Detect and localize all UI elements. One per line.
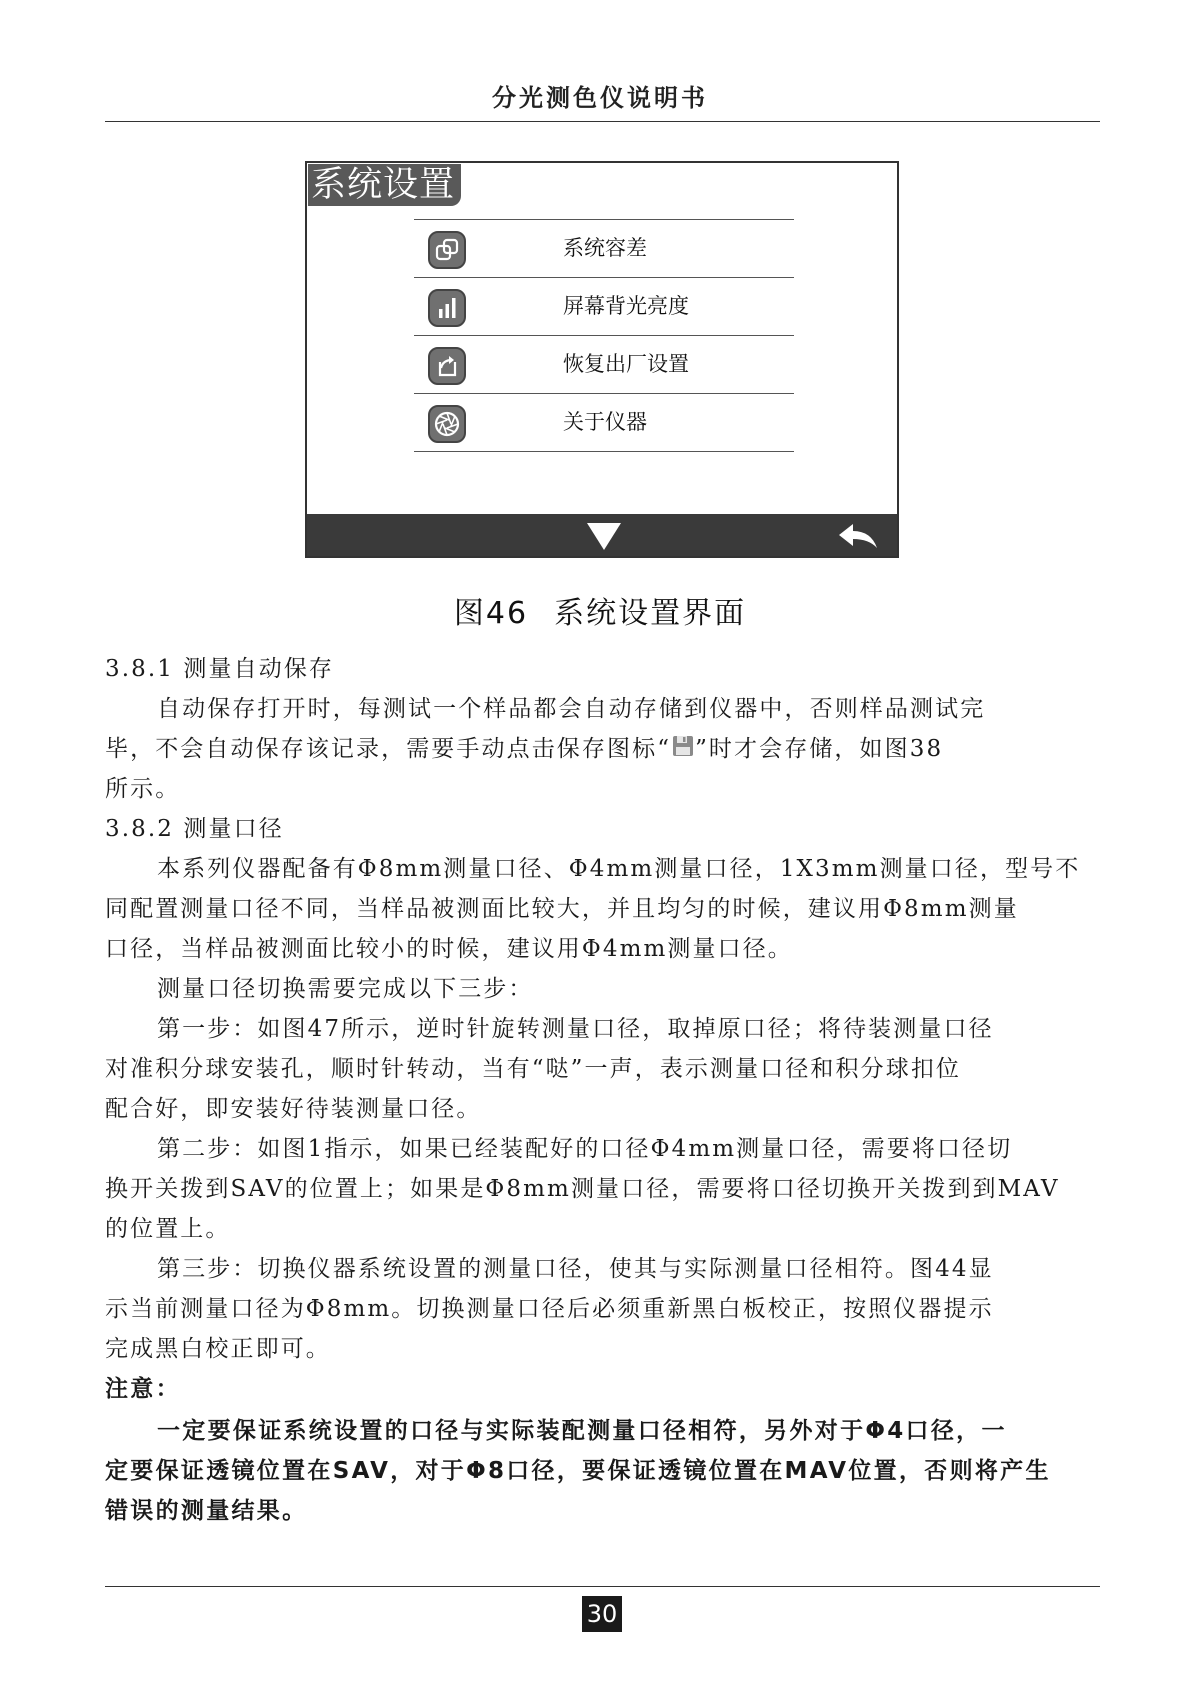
figure-caption-text: 系统设置界面: [554, 596, 747, 631]
paragraph-line: 换开关拨到SAV的位置上；如果是Φ8mm测量口径，需要将口径切换开关拨到到MAV: [105, 1176, 1060, 1202]
paragraph-text: ”时才会存储，如图38: [695, 736, 944, 762]
menu-item-backlight-brightness[interactable]: [414, 278, 794, 336]
menu-item-label: 关于仪器: [563, 410, 647, 434]
paragraph-line: 完成黑白校正即可。: [105, 1336, 331, 1362]
figure-number: 图46: [453, 596, 529, 631]
screen-title: 系统设置: [308, 164, 461, 206]
figure-caption: [0, 588, 1200, 632]
back-arrow-icon[interactable]: [837, 522, 879, 550]
menu-item-system-tolerance[interactable]: [414, 220, 794, 278]
paragraph-line: 自动保存打开时，每测试一个样品都会自动存储到仪器中，否则样品测试完: [157, 696, 986, 722]
note-line: 错误的测量结果。: [105, 1498, 308, 1524]
menu-item-about-device[interactable]: [414, 394, 794, 452]
paragraph-line: 的位置上。: [105, 1216, 231, 1242]
menu-item-label: 恢复出厂设置: [563, 352, 689, 376]
scroll-down-icon[interactable]: [584, 520, 624, 552]
save-icon: [671, 734, 695, 758]
note-line: 定要保证透镜位置在SAV，对于Φ8口径，要保证透镜位置在MAV位置，否则将产生: [105, 1458, 1051, 1484]
menu-item-factory-reset[interactable]: [414, 336, 794, 394]
paragraph-line: 第二步：如图1指示，如果已经装配好的口径Φ4mm测量口径，需要将口径切: [157, 1136, 1013, 1162]
paragraph-line: 第三步：切换仪器系统设置的测量口径，使其与实际测量口径相符。图44显: [157, 1256, 994, 1282]
menu-item-label: 屏幕背光亮度: [563, 294, 689, 318]
section-heading-3-8-1: 3.8.1 测量自动保存: [105, 656, 335, 682]
paragraph-line: 本系列仪器配备有Φ8mm测量口径、Φ4mm测量口径，1X3mm测量口径，型号不: [157, 856, 1081, 882]
menu-item-label: 系统容差: [563, 236, 647, 260]
settings-menu: [414, 219, 794, 452]
bar-chart-icon: [428, 289, 466, 327]
paragraph-line: 配合好，即安装好待装测量口径。: [105, 1096, 482, 1122]
paragraph-line: 所示。: [105, 776, 181, 802]
note-heading: 注意：: [105, 1376, 181, 1402]
paragraph-line: 同配置测量口径不同，当样品被测面比较大，并且均匀的时候，建议用Φ8mm测量: [105, 896, 1019, 922]
note-line: 一定要保证系统设置的口径与实际装配测量口径相符，另外对于Φ4口径，一: [157, 1418, 1007, 1444]
reset-icon: [428, 347, 466, 385]
paragraph-line: 口径，当样品被测面比较小的时候，建议用Φ4mm测量口径。: [105, 936, 793, 962]
overlap-squares-icon: [428, 231, 466, 269]
page-number: 30: [582, 1596, 622, 1632]
document-header-title: 分光测色仪说明书: [492, 84, 708, 112]
paragraph-line: 第一步：如图47所示，逆时针旋转测量口径，取掉原口径；将待装测量口径: [157, 1016, 994, 1042]
aperture-icon: [428, 405, 466, 443]
section-heading-3-8-2: 3.8.2 测量口径: [105, 816, 284, 842]
paragraph-line: 示当前测量口径为Φ8mm。切换测量口径后必须重新黑白板校正，按照仪器提示: [105, 1296, 994, 1322]
paragraph-text: 毕，不会自动保存该记录，需要手动点击保存图标“: [105, 736, 672, 762]
screen-bottom-bar: [307, 514, 897, 556]
header-divider: [105, 121, 1100, 122]
footer-divider: [105, 1586, 1100, 1587]
system-settings-screen: [305, 161, 899, 558]
paragraph-line: [105, 730, 943, 763]
paragraph-line: 对准积分球安装孔，顺时针转动，当有“哒”一声，表示测量口径和积分球扣位: [105, 1056, 962, 1082]
paragraph-line: 测量口径切换需要完成以下三步：: [157, 976, 534, 1002]
